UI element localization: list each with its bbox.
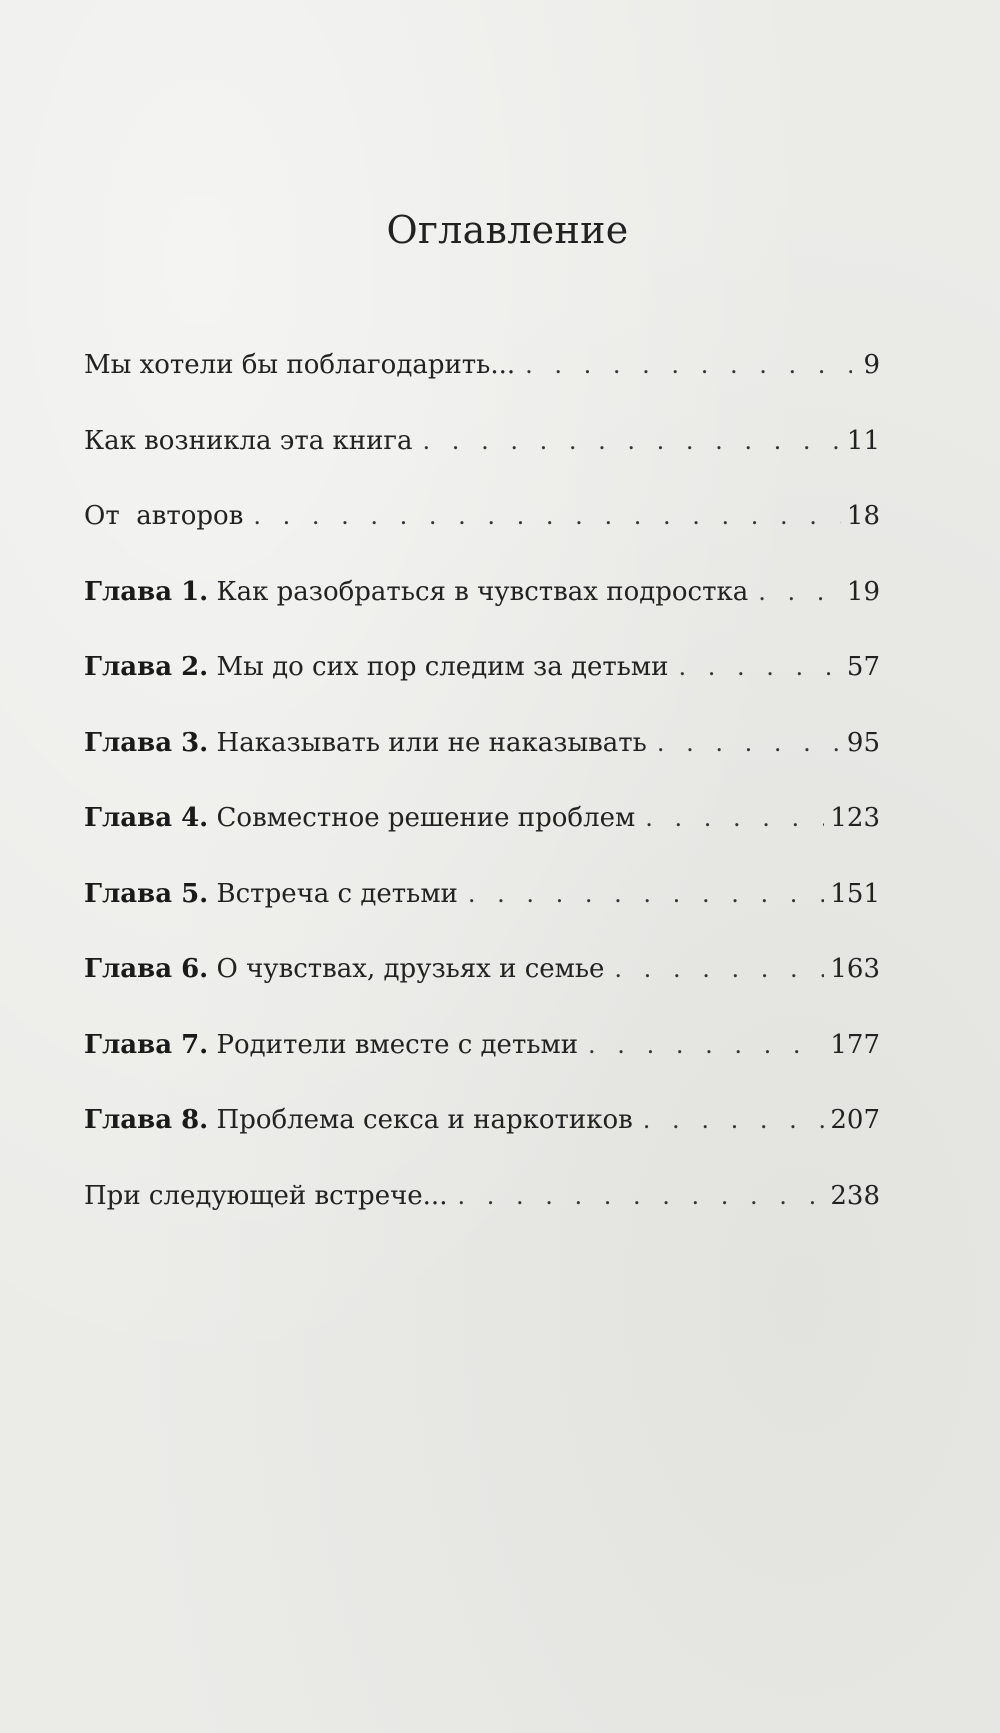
toc-entry-text: Мы до сих пор следим за детьми xyxy=(216,652,669,682)
toc-entry xyxy=(84,421,880,497)
toc-chapter-number: Глава 4. xyxy=(84,803,209,833)
toc-entry xyxy=(84,1176,880,1252)
toc-entry xyxy=(84,1100,880,1176)
toc-entry-text: От авторов xyxy=(84,501,244,531)
toc-entry-text: О чувствах, друзьях и семье xyxy=(216,954,605,984)
toc-chapter-number: Глава 6. xyxy=(84,954,209,984)
toc-entry xyxy=(84,647,880,723)
toc-page-number: 95 xyxy=(846,727,880,758)
dot-leader xyxy=(643,1100,825,1140)
dot-leader xyxy=(253,496,841,536)
toc-entry-label xyxy=(84,345,515,385)
toc-entry-label xyxy=(84,647,668,687)
toc-entry-label xyxy=(84,949,604,989)
toc-page-number: 163 xyxy=(830,954,880,984)
toc-entry-text: Совместное решение проблем xyxy=(216,803,636,833)
toc-page-number: 9 xyxy=(863,350,880,380)
toc-page-number: 238 xyxy=(830,1180,880,1211)
dot-leader xyxy=(457,1176,824,1216)
toc-entry xyxy=(84,345,880,421)
toc-page-number: 18 xyxy=(846,501,880,531)
toc-chapter-number: Глава 3. xyxy=(84,727,209,758)
toc-page-number: 151 xyxy=(830,878,880,909)
toc-entry xyxy=(84,874,880,950)
dot-leader xyxy=(525,345,852,385)
toc-page-number: 19 xyxy=(846,576,880,607)
toc-entry xyxy=(84,572,880,648)
toc-entry-label xyxy=(84,874,458,914)
dot-leader xyxy=(645,798,824,838)
toc-chapter-number: Глава 2. xyxy=(84,652,209,682)
toc-entry-label xyxy=(84,421,413,461)
toc-entry-text: Встреча с детьми xyxy=(216,878,458,909)
toc-page-number: 177 xyxy=(830,1029,880,1060)
toc-list xyxy=(84,345,880,1251)
dot-leader xyxy=(657,723,841,763)
toc-entry-text: Мы хотели бы поблагодарить... xyxy=(84,350,516,380)
toc-entry-label xyxy=(84,1100,633,1140)
page-title: Оглавление xyxy=(386,208,629,252)
toc-chapter-number: Глава 1. xyxy=(84,576,209,607)
toc-chapter-number: Глава 8. xyxy=(84,1105,209,1135)
toc-entry-text: Наказывать или не наказывать xyxy=(216,727,647,758)
toc-chapter-number: Глава 5. xyxy=(84,878,209,909)
dot-leader xyxy=(423,421,841,461)
toc-entry-label xyxy=(84,723,647,763)
toc-entry xyxy=(84,1025,880,1101)
dot-leader xyxy=(758,572,841,612)
toc-chapter-number: Глава 7. xyxy=(84,1029,209,1060)
toc-entry-label xyxy=(84,496,243,536)
toc-entry-label xyxy=(84,1176,447,1216)
toc-entry-label xyxy=(84,798,635,838)
toc-page-number: 57 xyxy=(846,652,880,682)
toc-entry-text: Как разобраться в чувствах подростка xyxy=(216,576,749,607)
toc-entry xyxy=(84,798,880,874)
toc-page-number: 123 xyxy=(830,803,880,833)
toc-entry-label xyxy=(84,572,748,612)
toc-page-number: 11 xyxy=(846,425,880,456)
dot-leader xyxy=(468,874,824,914)
toc-page-number: 207 xyxy=(830,1105,880,1135)
toc-entry xyxy=(84,496,880,572)
dot-leader xyxy=(614,949,824,989)
toc-entry-text: При следующей встрече... xyxy=(84,1180,448,1211)
dot-leader xyxy=(678,647,840,687)
toc-entry xyxy=(84,949,880,1025)
toc-entry xyxy=(84,723,880,799)
toc-entry-text: Родители вместе с детьми xyxy=(216,1029,579,1060)
dot-leader xyxy=(588,1025,824,1065)
toc-entry-text: Проблема секса и наркотиков xyxy=(216,1105,633,1135)
toc-entry-label xyxy=(84,1025,578,1065)
toc-entry-text: Как возникла эта книга xyxy=(84,425,413,456)
